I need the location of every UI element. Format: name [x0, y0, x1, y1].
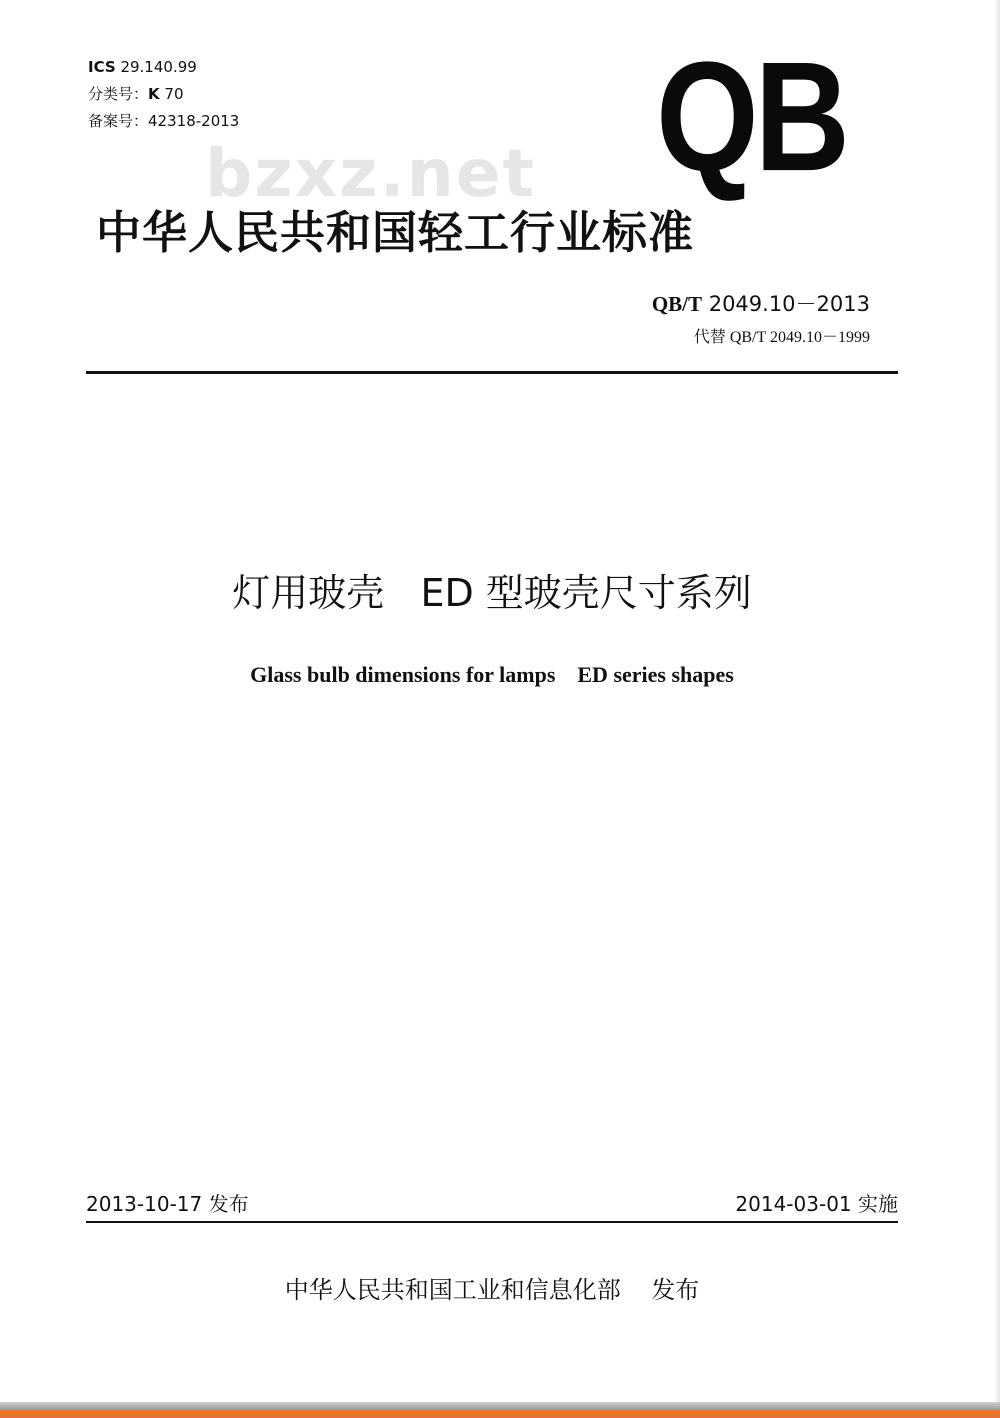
classification-block [88, 54, 239, 135]
page-side-edge [994, 0, 1000, 1402]
record-number-line [88, 108, 239, 135]
standard-prefix: QB/T [651, 292, 703, 316]
standard-code: 2049.10－2013 [708, 292, 870, 316]
record-number-value: 42318-2013 [148, 112, 240, 130]
ics-line [88, 54, 239, 81]
standard-number [652, 288, 870, 318]
record-number-label: 备案号： [88, 112, 149, 130]
document-title-english: Glass bulb dimensions for lamps ED series shapes [250, 662, 734, 687]
ics-label: ICS [88, 58, 116, 76]
watermark: bzxz.net [205, 135, 537, 212]
class-number-line [88, 81, 239, 108]
page-bottom-edge [0, 1402, 1000, 1418]
class-number-letter: K [148, 85, 160, 103]
qb-logo: QB [656, 29, 846, 204]
page-edge-accent [0, 1410, 1000, 1418]
class-number-label: 分类号： [88, 85, 149, 103]
national-standard-title: 中华人民共和国轻工行业标准 [96, 206, 695, 259]
top-divider [86, 371, 898, 374]
class-number-value: 70 [164, 85, 184, 103]
ics-value: 29.140.99 [120, 58, 197, 76]
standard-number-block [652, 288, 870, 347]
document-title-chinese: 灯用玻壳 ED 型玻壳尺寸系列 [232, 571, 752, 615]
implementation-date: 2014-03-01 实施 [735, 1192, 898, 1216]
publisher: 中华人民共和国工业和信息化部 发布 [284, 1276, 700, 1304]
replaces-standard: 代替 QB/T 2049.10－1999 [693, 329, 870, 346]
bottom-divider [86, 1221, 898, 1223]
page-edge-shadow [0, 1402, 1000, 1410]
issue-date: 2013-10-17 发布 [86, 1192, 249, 1216]
